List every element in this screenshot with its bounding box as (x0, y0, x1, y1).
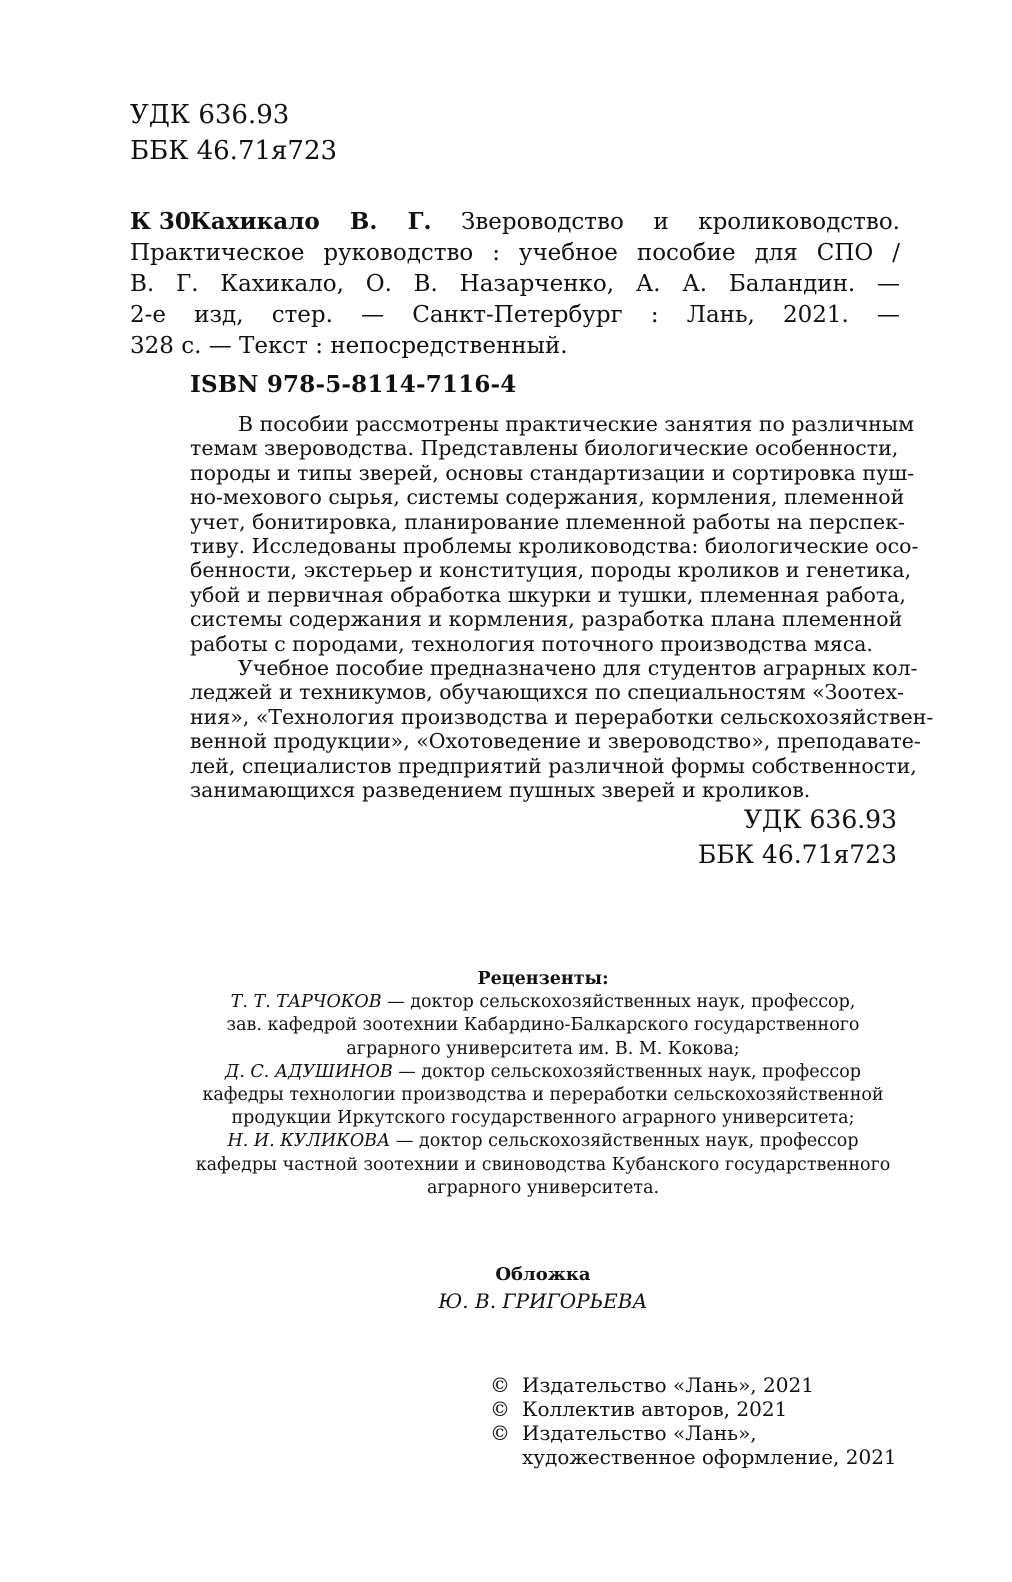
reviewer-name: Д. С. АДУШИНОВ (225, 1061, 393, 1082)
reviewer-name: Н. И. КУЛИКОВА (227, 1131, 391, 1152)
copyright-line-1 (490, 1373, 897, 1397)
abstract-line: венной продукции», «Охотоведение и звероводство», преподавате- (190, 729, 921, 754)
reviewer-line: продукции Иркутского государственного аграрного университета; (231, 1108, 855, 1129)
copyright-icon: © (490, 1421, 510, 1445)
bbk-code: ББК 46.71я723 (697, 840, 897, 869)
reviewer-line: — доктор сельскохозяйственных наук, профессор (392, 1061, 861, 1082)
bib-line-4: 2-е изд, стер. — Санкт-Петербург : Лань, 2021. — (130, 302, 900, 328)
reviewers (190, 968, 896, 1200)
udk-code: УДК 636.93 (743, 805, 897, 834)
reviewer-line: — доктор сельскохозяйственных наук, профессор, (381, 992, 856, 1013)
copyright-icon: © (490, 1397, 510, 1421)
abstract-line: убой и первичная обработка шкурки и тушки, племенная работа, (190, 582, 906, 607)
author-name: Кахикало В. Г. (190, 208, 432, 235)
abstract-line: темам звероводства. Представлены биологические особенности, (190, 436, 899, 461)
reviewers-title: Рецензенты: (477, 969, 609, 989)
reviewer-line: аграрного университета им. В. М. Кокова; (346, 1038, 740, 1059)
copyright-line-4 (490, 1445, 897, 1469)
abstract-line: но-мехового сырья, системы содержания, кормления, племенной (190, 485, 905, 510)
abstract-line: тиву. Исследованы проблемы кролиководства: биологические осо- (190, 534, 919, 559)
udk-code: УДК 636.93 (130, 100, 290, 130)
book-title: Звероводство и кролиководство. (431, 209, 900, 235)
abstract (190, 412, 934, 803)
abstract-paragraph-1 (190, 412, 919, 656)
reviewer-3 (190, 1130, 896, 1200)
bib-line-1 (190, 206, 900, 238)
copyright-icon: © (490, 1373, 510, 1397)
abstract-line: лей, специалистов предприятий различной формы собственности, (190, 753, 917, 778)
cover-title: Обложка (495, 1264, 591, 1285)
reviewer-line: кафедры частной зоотехнии и свиноводства Кубанского государственного (195, 1154, 891, 1175)
bib-line-3: В. Г. Кахикало, О. В. Назарченко, А. А. Баландин. — (130, 271, 900, 297)
copyright-text: Издательство «Лань», (522, 1421, 757, 1445)
bbk-code: ББК 46.71я723 (130, 136, 338, 166)
reviewer-line: аграрного университета. (426, 1177, 660, 1198)
abstract-line: ния», «Технология производства и переработки сельскохозяйствен- (190, 704, 934, 729)
abstract-line: бенности, экстерьер и конституция, породы кроликов и генетика, (190, 558, 912, 583)
reviewer-1 (190, 991, 896, 1061)
abstract-line: занимающихся разведением пушных зверей и кроликов. (190, 778, 811, 803)
abstract-line: Учебное пособие предназначено для студентов аграрных кол- (238, 656, 918, 681)
abstract-line: В пособии рассмотрены практические занятия по различным (238, 412, 915, 436)
abstract-paragraph-2 (190, 656, 934, 803)
cover-designer: Ю. В. ГРИГОРЬЕВА (438, 1289, 648, 1313)
abstract-line: системы содержания и кормления, разработка плана племенной (190, 607, 903, 632)
bib-line-2: Практическое руководство : учебное пособие для СПО / (130, 240, 900, 266)
copyright-text: Коллектив авторов, 2021 (522, 1397, 788, 1421)
copyright-block (490, 1373, 897, 1469)
abstract-line: учет, бонитировка, планирование племенной работы на перспек- (190, 509, 905, 534)
classification-top (130, 97, 337, 169)
abstract-line: леджей и техникумов, обучающихся по специальностям «Зоотех- (190, 680, 905, 705)
classification-bottom (698, 802, 897, 872)
bib-line-5: 328 с. — Текст : непосредственный. (130, 333, 568, 359)
reviewer-line: кафедры технологии производства и переработки сельскохозяйственной (202, 1085, 884, 1106)
copyright-text: Издательство «Лань», 2021 (522, 1373, 814, 1397)
reviewer-2 (190, 1061, 896, 1131)
isbn: ISBN 978-5-8114-7116-4 (190, 371, 517, 398)
copyright-line-2 (490, 1397, 897, 1421)
abstract-line: породы и типы зверей, основы стандартизации и сортировка пуш- (190, 460, 915, 485)
abstract-line: работы с породами, технология поточного производства мяса. (190, 631, 873, 656)
reviewer-line: зав. кафедрой зоотехнии Кабардино-Балкарского государственного (226, 1015, 860, 1036)
copyright-text: художественное оформление, 2021 (522, 1445, 897, 1469)
copyright-line-3 (490, 1421, 897, 1445)
author-mark: К 30 (130, 208, 191, 235)
reviewer-line: — доктор сельскохозяйственных наук, профессор (390, 1131, 859, 1152)
reviewer-name: Т. Т. ТАРЧОКОВ (230, 992, 382, 1013)
cover-credit (190, 1262, 896, 1314)
